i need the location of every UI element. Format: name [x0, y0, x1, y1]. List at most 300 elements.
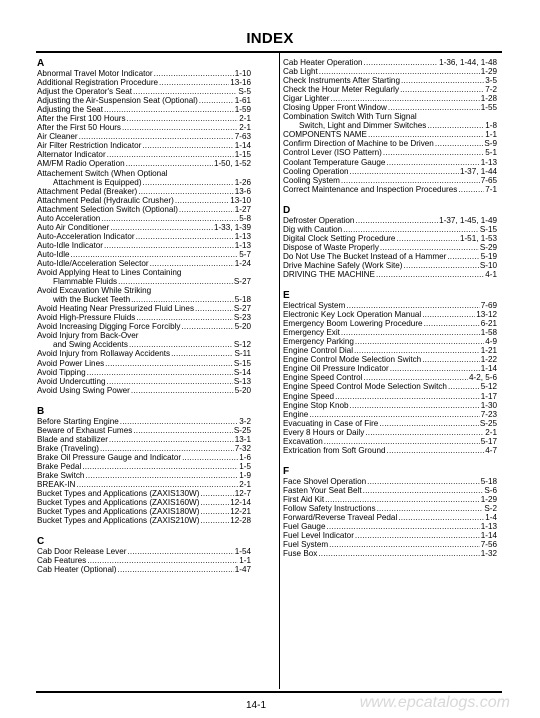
- dot-leader: [107, 150, 234, 159]
- dot-leader: [136, 232, 234, 241]
- index-entry: [283, 373, 497, 382]
- index-entry: [37, 349, 251, 358]
- entry-page: 5-1: [485, 148, 497, 158]
- index-entry: [37, 223, 251, 232]
- dot-leader: [398, 513, 484, 522]
- entry-page: 13-12: [476, 310, 497, 320]
- index-entry: [283, 446, 497, 455]
- dot-leader: [354, 346, 480, 355]
- entry-page: 1-6: [239, 452, 251, 462]
- page-title: INDEX: [246, 30, 294, 47]
- dot-leader: [127, 547, 233, 556]
- entry-page: 1-15: [234, 150, 251, 160]
- entry-topic: Fuse Box: [283, 549, 318, 559]
- index-entry: [283, 216, 497, 225]
- index-entry: [283, 495, 497, 504]
- entry-page: 12-14: [230, 498, 251, 508]
- entry-page: 4-7: [485, 445, 497, 455]
- index-entry: [37, 87, 251, 96]
- index-entry: [283, 392, 497, 401]
- entry-topic: Cooling System: [283, 175, 340, 185]
- dot-leader: [388, 103, 480, 112]
- entry-page: S-15: [479, 224, 497, 234]
- entry-topic: Brake Pedal: [37, 461, 82, 471]
- index-entry: [283, 477, 497, 486]
- column-divider: [279, 53, 280, 689]
- index-entry: [283, 437, 497, 446]
- index-entry: [283, 158, 497, 167]
- entry-topic: Electronic Key Lock Operation Manual: [283, 310, 422, 320]
- entry-topic: Dispose of Waste Properly: [283, 242, 379, 252]
- index-entry: [37, 78, 251, 87]
- entry-page: 13-10: [230, 195, 251, 205]
- index-entry: [37, 435, 251, 444]
- dot-leader: [318, 549, 479, 558]
- entry-topic: After the First 50 Hours: [37, 123, 121, 133]
- index-entry: [283, 76, 497, 85]
- entry-topic: Fuel Level Indicator: [283, 531, 354, 541]
- entry-topic: Before Starting Engine: [37, 416, 119, 426]
- dot-leader: [355, 337, 484, 346]
- entry-page: 1-13: [480, 522, 497, 532]
- entry-page: 1-54: [234, 547, 251, 557]
- entry-page: 1-14: [234, 141, 251, 151]
- entry-topic: Emergency Exit: [283, 328, 340, 338]
- entry-topic: Avoid Excavation While Striking: [37, 286, 152, 296]
- entry-topic: Engine Stop Knob: [283, 400, 349, 410]
- index-entry: [37, 453, 251, 462]
- dot-leader: [133, 426, 233, 435]
- entry-topic: Engine Control Mode Selection Switch: [283, 355, 422, 365]
- dot-leader: [326, 522, 479, 531]
- index-entry: [283, 401, 497, 410]
- dot-leader: [76, 480, 238, 489]
- section-gap: [283, 194, 497, 205]
- entry-page: S-12: [233, 340, 251, 350]
- entry-topic: Auto Air Conditioner: [37, 222, 110, 232]
- index-entry: [37, 132, 251, 141]
- entry-page: 4-2, 5-6: [468, 373, 497, 383]
- index-entry: [37, 196, 251, 205]
- entry-page: 1-55: [480, 103, 497, 113]
- entry-topic: After the First 100 Hours: [37, 114, 126, 124]
- entry-page: 5-18: [234, 295, 251, 305]
- dot-leader: [104, 105, 234, 114]
- dot-leader: [142, 141, 233, 150]
- index-entry: [37, 304, 251, 313]
- dot-leader: [390, 364, 480, 373]
- index-entry: [37, 313, 251, 322]
- section-gap: [37, 525, 251, 536]
- entry-page: S-27: [233, 304, 251, 314]
- index-entry: [283, 167, 497, 176]
- entry-topic: Avoid Undercutting: [37, 376, 106, 386]
- entry-page: 2-1: [485, 427, 497, 437]
- index-entry: [37, 480, 251, 489]
- header-rule: [36, 51, 502, 53]
- index-entry: [37, 462, 251, 471]
- right-column: [283, 58, 497, 558]
- index-entry: [283, 234, 497, 243]
- section-letter: B: [37, 405, 45, 417]
- entry-topic: Avoid Applying Heat to Lines Containing: [37, 268, 182, 278]
- entry-page: 1-50, 1-52: [213, 159, 251, 169]
- entry-topic: Air Filter Restriction Indicator: [37, 141, 142, 151]
- dot-leader: [447, 252, 479, 261]
- dot-leader: [331, 94, 480, 103]
- footer-rule: [36, 691, 502, 693]
- entry-page: 1-30: [480, 400, 497, 410]
- entry-page: 7-56: [480, 540, 497, 550]
- entry-topic: Cab Light: [283, 67, 318, 77]
- dot-leader: [117, 565, 233, 574]
- dot-leader: [107, 377, 233, 386]
- entry-topic: Bucket Types and Applications (ZAXIS160W): [37, 498, 200, 508]
- entry-topic: Check Instruments After Starting: [283, 76, 400, 86]
- entry-page: 1-13: [480, 157, 497, 167]
- entry-page: 7-63: [234, 132, 251, 142]
- entry-page: 1-9: [239, 470, 251, 480]
- entry-topic: Auto-Idle: [37, 249, 70, 259]
- entry-page: 1-21: [480, 346, 497, 356]
- entry-topic: Additional Registration Procedure: [37, 78, 159, 88]
- entry-topic: Attachment Pedal (Hydraulic Crusher): [37, 195, 174, 205]
- entry-page: 13-6: [234, 186, 251, 196]
- index-entry: [283, 549, 497, 558]
- dot-leader: [341, 328, 480, 337]
- dot-leader: [171, 349, 233, 358]
- entry-page: S-25: [479, 418, 497, 428]
- entry-page: S-23: [233, 313, 251, 323]
- dot-leader: [377, 504, 484, 513]
- dot-leader: [105, 359, 233, 368]
- index-entry: [283, 301, 497, 310]
- entry-topic: Engine Control Dial: [283, 346, 354, 356]
- entry-page: 7-1: [485, 184, 497, 194]
- dot-leader: [200, 507, 229, 516]
- dot-leader: [380, 243, 479, 252]
- entry-topic: Bucket Types and Applications (ZAXIS180W): [37, 507, 200, 517]
- left-column: [37, 58, 251, 574]
- entry-topic: Engine Oil Pressure Indicator: [283, 364, 389, 374]
- entry-page: 1-59: [234, 105, 251, 115]
- dot-leader: [458, 185, 484, 194]
- entry-page: 1-28: [480, 94, 497, 104]
- index-entry: [283, 185, 497, 194]
- entry-page: 1-1: [485, 130, 497, 140]
- index-entry: [37, 114, 251, 123]
- entry-page: 4-9: [485, 337, 497, 347]
- index-entry: [283, 337, 497, 346]
- index-entry: [37, 69, 251, 78]
- entry-page: S-27: [233, 277, 251, 287]
- entry-topic: Fasten Your Seat Belt: [283, 485, 362, 495]
- entry-topic: Engine Speed: [283, 391, 335, 401]
- entry-topic: Engine: [283, 409, 309, 419]
- index-entry: [283, 270, 497, 279]
- index-entry: [283, 176, 497, 185]
- section-letter: D: [283, 204, 291, 216]
- dot-leader: [355, 216, 438, 225]
- entry-topic: Adjusting the Air-Suspension Seat (Optional): [37, 96, 198, 106]
- entry-topic: Cab Door Release Lever: [37, 547, 127, 557]
- entry-topic: Bucket Types and Applications (ZAXIS130W): [37, 489, 200, 499]
- index-entry: [37, 498, 251, 507]
- dot-leader: [138, 187, 233, 196]
- entry-topic: Bucket Types and Applications (ZAXIS210W): [37, 516, 200, 526]
- entry-topic: Evacuating in Case of Fire: [283, 418, 379, 428]
- dot-leader: [159, 78, 229, 87]
- entry-topic: Control Lever (ISO Pattern): [283, 148, 382, 158]
- entry-page: 5-17: [480, 436, 497, 446]
- entry-page: S-14: [233, 367, 251, 377]
- dot-leader: [365, 428, 484, 437]
- entry-topic: Adjusting the Seat: [37, 105, 103, 115]
- index-entry: [283, 419, 497, 428]
- entry-topic: AM/FM Radio Operation: [37, 159, 125, 169]
- entry-topic: Brake (Traveling): [37, 443, 100, 453]
- entry-topic: Blade and stabilizer: [37, 434, 108, 444]
- index-entry: [283, 148, 497, 157]
- dot-leader: [127, 114, 239, 123]
- index-entry: [283, 504, 497, 513]
- index-entry: [37, 417, 251, 426]
- index-entry: [283, 85, 497, 94]
- dot-leader: [131, 386, 234, 395]
- dot-leader: [379, 419, 479, 428]
- entry-page: 13-1: [234, 434, 251, 444]
- dot-leader: [364, 58, 439, 67]
- entry-topic: First Aid Kit: [283, 494, 325, 504]
- entry-page: 12-21: [230, 507, 251, 517]
- entry-topic: Flammable Fluids: [53, 277, 118, 287]
- entry-page: 1-36, 1-44, 1-48: [439, 58, 497, 67]
- index-entry: [37, 187, 251, 196]
- index-entry: [37, 426, 251, 435]
- dot-leader: [325, 495, 480, 504]
- index-entry: [37, 268, 251, 277]
- dot-leader: [179, 205, 234, 214]
- entry-page: 1-22: [480, 355, 497, 365]
- entry-page: 1-1: [239, 556, 251, 566]
- entry-page: S-29: [479, 242, 497, 252]
- index-entry: [283, 522, 497, 531]
- index-entry: [283, 531, 497, 540]
- index-entry: [283, 382, 497, 391]
- index-entry: [283, 364, 497, 373]
- dot-leader: [199, 96, 234, 105]
- section-letter: E: [283, 290, 290, 302]
- dot-leader: [355, 531, 480, 540]
- index-entry: [283, 486, 497, 495]
- dot-leader: [175, 196, 229, 205]
- section-gap: [283, 455, 497, 466]
- dot-leader: [350, 167, 459, 176]
- index-entry: [37, 169, 251, 178]
- index-entry: [37, 150, 251, 159]
- index-entry: [283, 58, 497, 67]
- entry-topic: Auto Acceleration: [37, 213, 101, 223]
- entry-page: S-15: [233, 358, 251, 368]
- entry-page: S-5: [238, 87, 251, 97]
- entry-topic: Avoid Injury from Back-Over: [37, 331, 139, 341]
- entry-page: 7-69: [480, 301, 497, 311]
- dot-leader: [101, 214, 238, 223]
- index-entry: [283, 94, 497, 103]
- index-entry: [37, 386, 251, 395]
- entry-topic: Correct Maintenance and Inspection Procedures: [283, 184, 458, 194]
- entry-topic: DRIVING THE MACHINE: [283, 269, 375, 279]
- entry-topic: BREAK-IN: [37, 480, 76, 490]
- index-entry: [283, 540, 497, 549]
- dot-leader: [309, 410, 479, 419]
- dot-leader: [131, 295, 234, 304]
- entry-page: 1-32: [480, 549, 497, 559]
- entry-topic: Closing Upper Front Window: [283, 103, 387, 113]
- index-entry: [37, 232, 251, 241]
- dot-leader: [182, 453, 238, 462]
- entry-page: 1-14: [480, 531, 497, 541]
- index-entry: [37, 368, 251, 377]
- dot-leader: [335, 392, 480, 401]
- dot-leader: [383, 148, 484, 157]
- section-letter: F: [283, 465, 290, 477]
- entry-topic: Do Not Use The Bucket Instead of a Hammer: [283, 251, 447, 261]
- index-entry: [37, 205, 251, 214]
- entry-topic: COMPONENTS NAME: [283, 130, 367, 140]
- entry-topic: Engine Speed Control Mode Selection Switch: [283, 382, 447, 392]
- entry-topic: Alternator Indicator: [37, 150, 106, 160]
- dot-leader: [448, 382, 480, 391]
- entry-page: 5-8: [239, 213, 251, 223]
- dot-leader: [85, 471, 238, 480]
- index-entry: [283, 225, 497, 234]
- entry-topic: Coolant Temperature Gauge: [283, 157, 386, 167]
- index-entry: [283, 139, 497, 148]
- entry-topic: Attachment Selection Switch (Optional): [37, 204, 178, 214]
- index-entry: [283, 121, 497, 130]
- entry-topic: Combination Switch With Turn Signal: [283, 112, 417, 122]
- index-entry: [37, 141, 251, 150]
- index-entry: [37, 444, 251, 453]
- index-entry: [283, 67, 497, 76]
- entry-topic: Brake Oil Pressure Gauge and Indicator: [37, 452, 182, 462]
- index-entry: [283, 243, 497, 252]
- dot-leader: [133, 87, 237, 96]
- entry-topic: Attachment is Equipped): [53, 177, 142, 187]
- index-entry: [37, 507, 251, 516]
- entry-page: 2-1: [239, 480, 251, 490]
- entry-topic: Cooling Operation: [283, 166, 349, 176]
- index-entry: [37, 295, 251, 304]
- dot-leader: [104, 241, 234, 250]
- entry-page: S-11: [234, 349, 251, 359]
- entry-topic: Air Cleaner: [37, 132, 78, 142]
- entry-page: 1-37, 1-45, 1-49: [439, 215, 497, 225]
- entry-topic: Avoid Tipping: [37, 367, 86, 377]
- entry-topic: Drive Machine Safely (Work Site): [283, 260, 403, 270]
- entry-topic: Fuel System: [283, 540, 329, 550]
- entry-topic: Cab Heater (Optional): [37, 565, 117, 575]
- entry-page: 7-2: [485, 85, 497, 95]
- entry-topic: Fuel Gauge: [283, 522, 326, 532]
- index-entry: [283, 319, 497, 328]
- entry-topic: Emergency Boom Lowering Procedure: [283, 319, 423, 329]
- entry-topic: Avoid Power Lines: [37, 358, 105, 368]
- index-entry: [37, 105, 251, 114]
- entry-topic: Beware of Exhaust Fumes: [37, 425, 133, 435]
- entry-topic: Attachement Switch (When Optional: [37, 168, 168, 178]
- dot-leader: [435, 139, 484, 148]
- index-entry: [283, 103, 497, 112]
- entry-topic: Check the Hour Meter Regularly: [283, 85, 400, 95]
- index-entry: [37, 178, 251, 187]
- entry-page: 5-20: [234, 322, 251, 332]
- dot-leader: [424, 319, 480, 328]
- index-entry: [37, 159, 251, 168]
- dot-leader: [376, 270, 484, 279]
- entry-topic: with the Bucket Teeth: [53, 295, 131, 305]
- entry-page: 2-1: [239, 123, 251, 133]
- dot-leader: [386, 158, 479, 167]
- entry-page: 1-8: [485, 121, 497, 131]
- entry-page: 6-21: [480, 319, 497, 329]
- dot-leader: [126, 159, 213, 168]
- index-entry: [37, 489, 251, 498]
- entry-topic: Avoid Injury from Rollaway Accidents: [37, 349, 171, 359]
- entry-page: 1-29: [480, 494, 497, 504]
- index-entry: [37, 556, 251, 565]
- dot-leader: [329, 540, 480, 549]
- entry-topic: Extrication from Soft Ground: [283, 445, 386, 455]
- dot-leader: [422, 355, 480, 364]
- entry-topic: Electrical System: [283, 301, 346, 311]
- entry-page: 7-23: [480, 409, 497, 419]
- index-entry: [37, 277, 251, 286]
- index-entry: [283, 252, 497, 261]
- entry-page: 1-37, 1-44: [459, 166, 497, 176]
- entry-page: 1-14: [480, 364, 497, 374]
- dot-leader: [71, 250, 239, 259]
- index-entry: [283, 513, 497, 522]
- entry-page: S-6: [484, 485, 497, 495]
- entry-topic: Forward/Reverse Traveal Pedal: [283, 513, 398, 523]
- dot-leader: [150, 259, 234, 268]
- entry-page: 1-61: [234, 96, 251, 106]
- dot-leader: [118, 277, 233, 286]
- entry-page: 3-5: [485, 76, 497, 86]
- entry-topic: Digital Clock Setting Procedure: [283, 233, 396, 243]
- entry-topic: Brake Switch: [37, 470, 85, 480]
- entry-topic: Cab Heater Operation: [283, 58, 363, 67]
- entry-topic: Defroster Operation: [283, 215, 355, 225]
- dot-leader: [143, 178, 234, 187]
- entry-topic: Dig with Caution: [283, 224, 343, 234]
- section-letter: A: [37, 58, 45, 69]
- entry-topic: Auto-Idle/Acceleration Selector: [37, 258, 149, 268]
- entry-topic: Confirm Direction of Machine to be Driven: [283, 139, 434, 149]
- entry-topic: Cab Features: [37, 556, 87, 566]
- entry-page: 5-7: [239, 249, 251, 259]
- index-entry: [37, 471, 251, 480]
- dot-leader: [79, 132, 234, 141]
- index-entry: [37, 565, 251, 574]
- dot-leader: [129, 340, 233, 349]
- entry-page: 13-16: [230, 78, 251, 88]
- entry-page: 1-13: [234, 231, 251, 241]
- entry-page: 12-7: [234, 489, 251, 499]
- index-entry: [37, 250, 251, 259]
